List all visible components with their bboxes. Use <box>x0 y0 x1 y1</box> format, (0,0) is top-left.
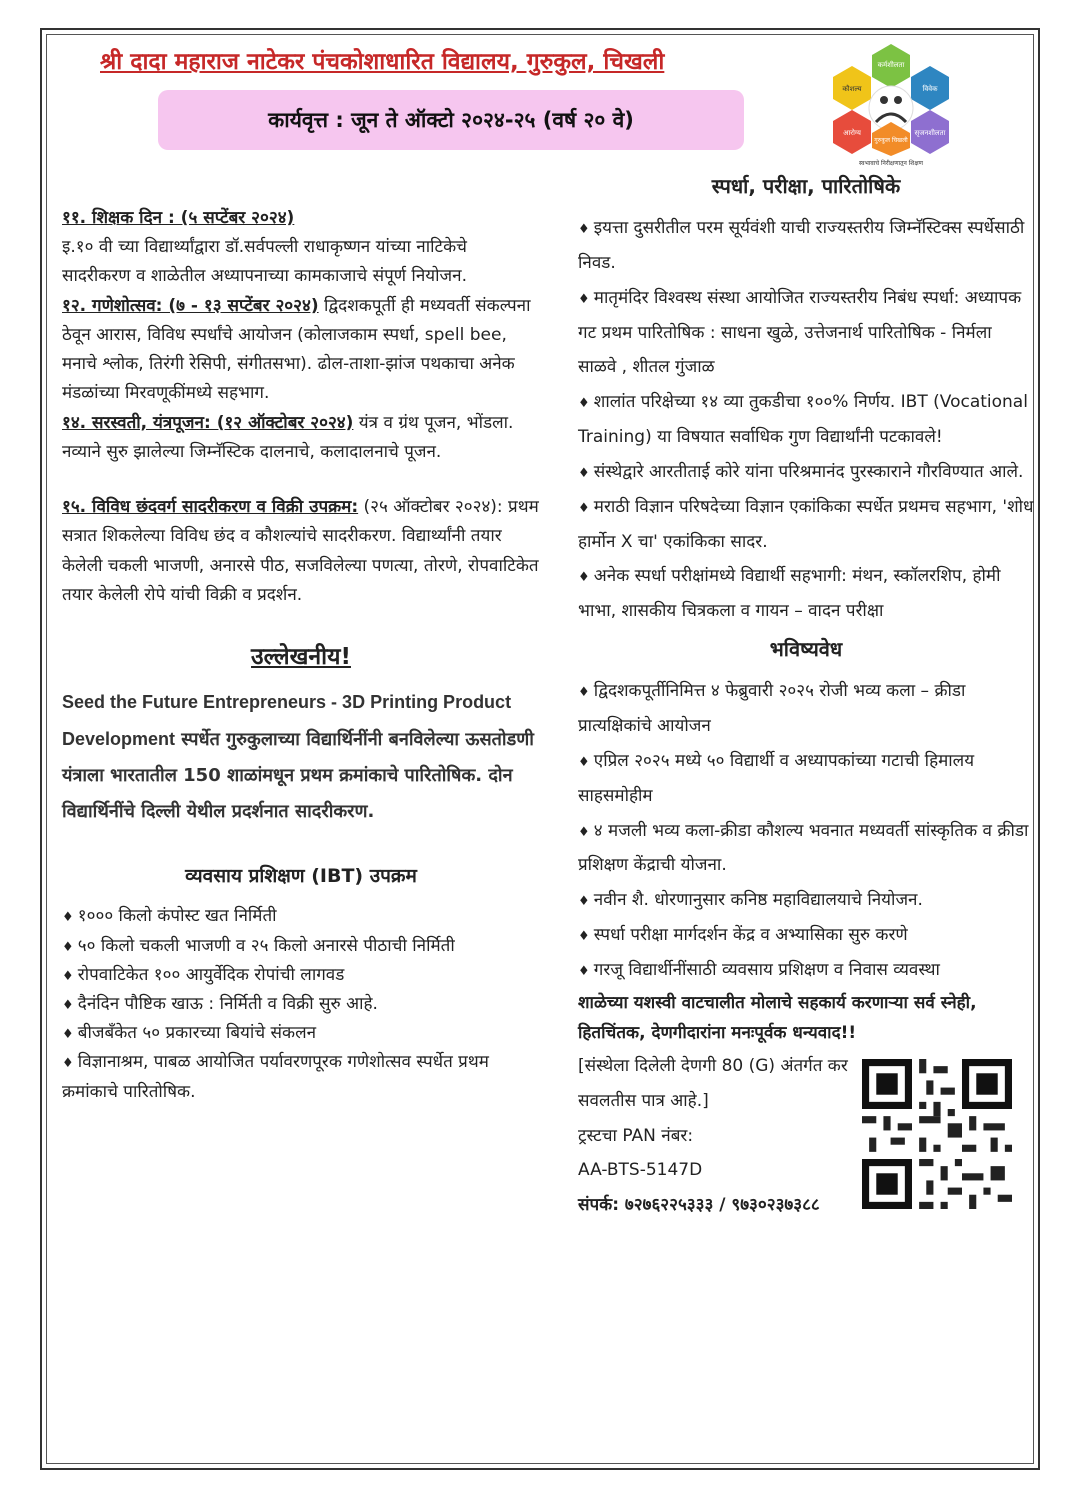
section-heading: ११. शिक्षक दिन : (५ सप्टेंबर २०२४) <box>62 208 295 228</box>
award-item: ♦ संस्थेद्वारे आरतीताई कोरे यांना परिश्रमानंद पुरस्काराने गौरविण्यात आले. <box>578 455 1034 490</box>
right-column <box>578 166 1034 1223</box>
notable-body: स्पर्धेत गुरुकुलाच्या विद्यार्थिनींनी बनविलेल्या ऊसतोडणी यंत्राला भारतातील 150 शाळांमधून प्रथम क्रमांकाचे पारितोषिक. दोन विद्यार्थिनींचे दिल्ली येथील प्रदर्शनात सादरीकरण. <box>62 728 534 822</box>
section-heading: १४. सरस्वती, यंत्रपूजन: (१२ ऑक्टोबर २०२४) <box>62 412 354 433</box>
donation-tax-note: [संस्थेला दिलेली देणगी 80 (G) अंतर्गत कर सवलतीस पात्र आहे.] <box>578 1055 848 1111</box>
ibt-item: ♦ ५० किलो चकली भाजणी व २५ किलो अनारसे पीठाची निर्मिती <box>62 932 540 961</box>
contact-numbers: संपर्क: ७२७६२२५३३३ / ९७३०२३७३८८ <box>578 1195 820 1216</box>
logo-label-3: विवेक <box>922 85 938 93</box>
award-item: ♦ मराठी विज्ञान परिषदेच्या विज्ञान एकांकिका स्पर्धेत प्रथमच सहभाग, 'शोध हार्मोन X चा' एकांकिका सादर. <box>578 490 1034 560</box>
ibt-item: ♦ दैनंदिन पौष्टिक खाऊ : निर्मिती व विक्री सुरु आहे. <box>62 990 540 1019</box>
notable-achievement <box>62 684 540 830</box>
logo-label-2: कौशल्य <box>842 85 862 93</box>
section-teachers-day <box>62 204 540 292</box>
school-title: श्री दादा महाराज नाटेकर पंचकोशाधारित विद्यालय, गुरुकुल, चिखली <box>100 49 665 75</box>
notable-competition-name: Seed the Future Entrepreneurs - 3D Printing Product Development <box>62 691 512 749</box>
award-item: ♦ मातृमंदिर विश्वस्थ संस्था आयोजित राज्यस्तरीय निबंध स्पर्धा: अध्यापक गट प्रथम पारितोषिक : साधना खुळे, उत्तेजनार्थ पारितोषिक - निर्मला साळवे , शीतल गुंजाळ <box>578 281 1034 386</box>
award-item: ♦ इयत्ता दुसरीतील परम सूर्यवंशी याची राज्यस्तरीय जिम्नॅस्टिक्स स्पर्धेसाठी निवड. <box>578 211 1034 281</box>
awards-heading: स्पर्धा, परीक्षा, पारितोषिके <box>711 174 901 198</box>
donation-info <box>578 1049 1034 1223</box>
logo-label-4: आरोग्य <box>843 129 861 137</box>
logo-label-6: गुरुकुल चिखली <box>874 137 908 144</box>
pan-value: AA-BTS-5147D <box>578 1160 703 1181</box>
future-item: ♦ गरजू विद्यार्थीनींसाठी व्यवसाय प्रशिक्षण व निवास व्यवस्था <box>578 953 1034 988</box>
ibt-item: ♦ रोपवाटिकेत १०० आयुर्वेदिक रोपांची लागवड <box>62 961 540 990</box>
section-ganeshotsav <box>62 292 540 409</box>
thank-you-note: शाळेच्या यशस्वी वाटचालीत मोलाचे सहकार्य करणाऱ्या सर्व स्नेही, हितचिंतक, देणगीदारांना मनःपूर्वक धन्यवाद!! <box>578 992 977 1044</box>
ibt-item: ♦ विज्ञानाश्रम, पाबळ आयोजित पर्यावरणपूरक गणेशोत्सव स्पर्धेत प्रथम क्रमांकाचे पारितोषिक. <box>62 1048 540 1106</box>
left-column <box>62 204 540 1107</box>
future-item: ♦ द्विदशकपूर्तीनिमित्त ४ फेब्रुवारी २०२५ रोजी भव्य कला – क्रीडा प्रात्यक्षिकांचे आयोजन <box>578 674 1034 744</box>
logo-tagline: स्वभावाचे निरीक्षणातून शिक्षण <box>858 160 924 166</box>
future-item: ♦ एप्रिल २०२५ मध्ये ५० विद्यार्थी व अध्यापकांच्या गटाची हिमालय साहसमोहीम <box>578 744 1034 814</box>
future-plans-heading: भविष्यवेध <box>769 637 843 662</box>
qr-code-icon[interactable] <box>862 1059 1012 1209</box>
section-saraswati-pujan <box>62 409 540 467</box>
award-item: ♦ शालांत परिक्षेच्या १४ व्या तुकडीचा १००% निर्णय. IBT (Vocational Training) या विषयात सर्वाधिक गुण विद्यार्थांनी पटकावले! <box>578 385 1034 455</box>
award-item: ♦ अनेक स्पर्धा परीक्षांमध्ये विद्यार्थी सहभागी: मंथन, स्कॉलरशिप, होमी भाभा, शासकीय चित्रकला व गायन – वादन परीक्षा <box>578 559 1034 629</box>
logo-label-1: कर्मशीलता <box>877 61 905 69</box>
ibt-heading: व्यवसाय प्रशिक्षण (IBT) उपक्रम <box>185 864 417 887</box>
logo-label-5: सृजनशीलता <box>914 129 946 137</box>
section-heading: १५. विविध छंदवर्ग सादरीकरण व विक्री उपक्रम: <box>62 497 359 518</box>
notable-heading: उल्लेखनीय! <box>251 644 351 671</box>
ibt-item: ♦ बीजबँकेत ५० प्रकारच्या बियांचे संकलन <box>62 1019 540 1048</box>
future-item: ♦ ४ मजली भव्य कला-क्रीडा कौशल्य भवनात मध्यवर्ती सांस्कृतिक व क्रीडा प्रशिक्षण केंद्राची योजना. <box>578 814 1034 884</box>
report-period-banner: कार्यवृत्त : जून ते ऑक्टो २०२४-२५ (वर्ष २० वे) <box>158 90 744 150</box>
school-logo <box>826 36 956 166</box>
section-body: यंत्र व ग्रंथ पूजन, भोंडला. नव्याने सुरु झालेल्या जिम्नॅस्टिक दालनाचे, कलादालनाचे पूजन. <box>62 412 514 462</box>
section-body: (२५ ऑक्टोबर २०२४): प्रथम सत्रात शिकलेल्या विविध छंद व कौशल्यांचे सादरीकरण. विद्यार्थ्यांनी तयार केलेली चकली भाजणी, अनारसे पीठ, सजविलेल्या पणत्या, तोरणे, रोपवाटिकेत तयार केलेली रोपे यांची विक्री व प्रदर्शन. <box>62 497 539 605</box>
section-heading: १२. गणेशोत्सव: (७ - १३ सप्टेंबर २०२४) <box>62 295 319 316</box>
future-item: ♦ स्पर्धा परीक्षा मार्गदर्शन केंद्र व अभ्यासिका सुरु करणे <box>578 918 1034 953</box>
section-body: इ.१० वी च्या विद्यार्थ्यांद्वारा डॉ.सर्वपल्ली राधाकृष्णन यांच्या नाटिकेचे सादरीकरण व शाळेतील अध्यापनाच्या कामकाजाचे संपूर्ण नियोजन. <box>62 237 467 287</box>
section-body: द्विदशकपूर्ती ही मध्यवर्ती संकल्पना ठेवून आरास, विविध स्पर्धांचे आयोजन (कोलाजकाम स्पर्धा, spell bee, मनाचे श्लोक, तिरंगी रेसिपी, संगीतसभा). ढोल-ताशा-झांज पथकाचा अनेक मंडळांच्या मिरवणूकींमध्ये सहभाग. <box>62 295 531 404</box>
pan-label: ट्रस्टचा PAN नंबर: <box>578 1125 694 1146</box>
ibt-item: ♦ १००० किलो कंपोस्ट खत निर्मिती <box>62 902 540 931</box>
section-hobby-sale <box>62 493 540 610</box>
future-item: ♦ नवीन शै. धोरणानुसार कनिष्ठ महाविद्यालयाचे नियोजन. <box>578 883 1034 918</box>
